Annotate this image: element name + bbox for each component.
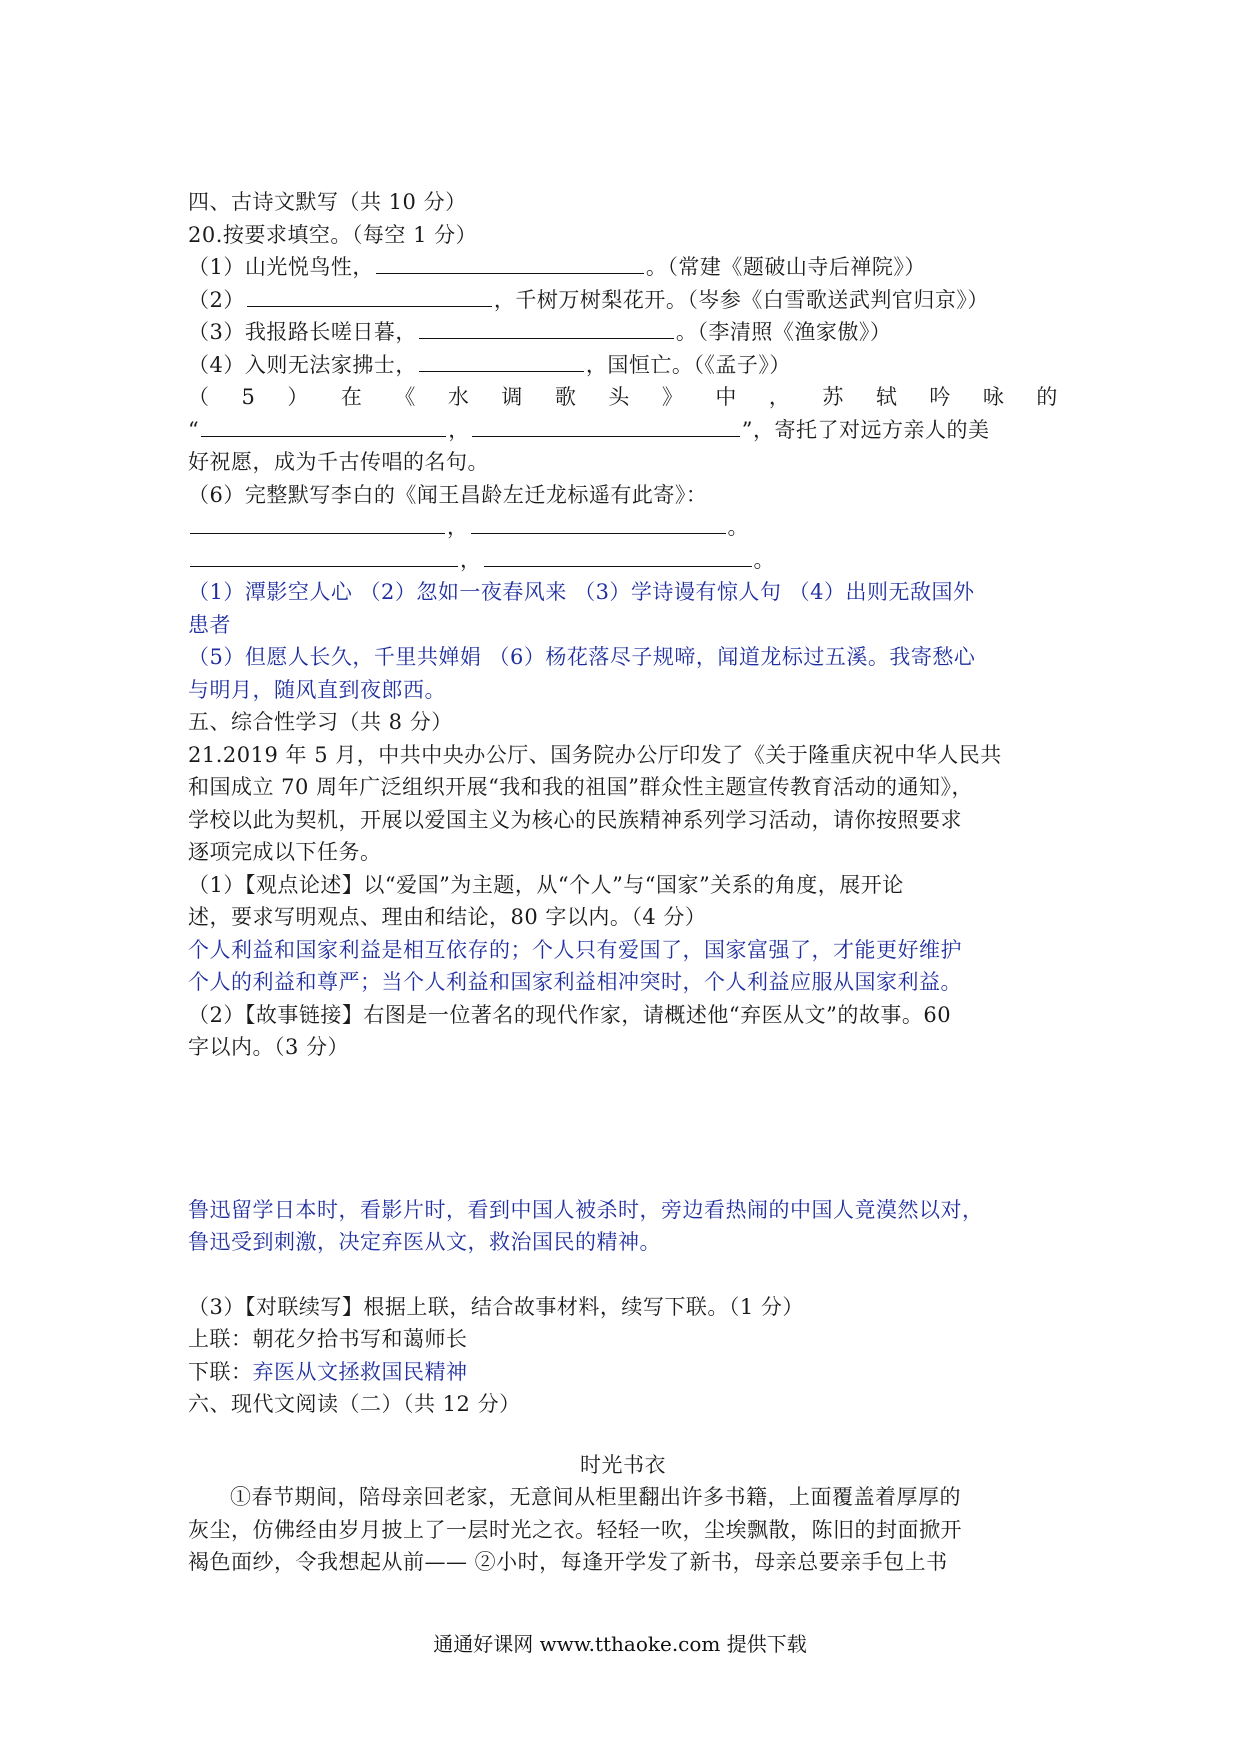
q21-part1-answer: 个人利益和国家利益是相互依存的；个人只有爱国了，国家富强了，才能更好维护 — [188, 937, 962, 962]
answer-blank[interactable] — [247, 284, 492, 307]
answer-blank[interactable] — [201, 414, 446, 437]
q20-item-5-line2: “ ， ”，寄托了对远方亲人的美 — [188, 414, 1058, 447]
q20-item-1: （1）山光悦鸟性， 。（常建《题破山寺后禅院》） — [188, 251, 1058, 284]
q20-item-5-line1: （ 5 ） 在 《 水 调 歌 头 》 中 ， 苏 轼 吟 咏 的 — [188, 385, 1058, 409]
question-20-heading: 20.按要求填空。（每空 1 分） — [188, 222, 478, 247]
spacer — [188, 1421, 1058, 1449]
answer-blank[interactable] — [419, 316, 674, 339]
section5-title: 五、综合性学习（共 8 分） — [188, 710, 453, 734]
q20-item-3: （3）我报路长嗟日暮， 。（李清照《渔家傲》） — [188, 316, 1058, 349]
q20-answer-line: （5）但愿人长久，千里共婵娟 （6）杨花落尽子规啼，闻道龙标过五溪。我寄愁心 — [188, 645, 976, 669]
couplet-lower-answer: 弃医从文拯救国民精神 — [252, 1359, 468, 1384]
essay-title: 时光书衣 — [580, 1452, 666, 1477]
section4-title: 四、古诗文默写（共 10 分） — [188, 190, 467, 214]
answer-blank[interactable] — [472, 414, 740, 437]
essay-paragraph: ①春节期间，陪母亲回老家，无意间从柜里翻出许多书籍，上面覆盖着厚厚的 — [230, 1485, 961, 1509]
q21-text: 学校以此为契机，开展以爱国主义为核心的民族精神系列学习活动，请你按照要求 — [188, 807, 962, 832]
page-footer: 通通好课网 www.tthaoke.com 提供下载 — [433, 1632, 807, 1656]
answer-blank[interactable] — [190, 544, 458, 567]
q20-item-6-blanks-2: ， 。 — [188, 544, 1058, 577]
q21-part1: 述，要求写明观点、理由和结论，80 字以内。（4 分） — [188, 905, 707, 929]
q21-part1: （1）【观点论述】以“爱国”为主题，从“个人”与“国家”关系的角度，展开论 — [188, 872, 904, 897]
q21-text: 21.2019 年 5 月，中共中央办公厅、国务院办公厅印发了《关于隆重庆祝中华人民共 — [188, 742, 1002, 767]
answer-blank[interactable] — [190, 511, 445, 534]
answer-blank[interactable] — [376, 251, 644, 274]
answer-blank[interactable] — [484, 544, 752, 567]
couplet-lower: 下联：弃医从文拯救国民精神 — [188, 1359, 468, 1384]
q20-item-6: （6）完整默写李白的《闻王昌龄左迁龙标遥有此寄》： — [188, 482, 708, 507]
q20-answer-line: 与明月，随风直到夜郎西。 — [188, 677, 446, 702]
q20-item-4: （4）入则无法家拂士， ，国恒亡。（《孟子》） — [188, 349, 1058, 382]
essay-paragraph: 褐色面纱，令我想起从前—— ②小时，每逢开学发了新书，母亲总要亲手包上书 — [188, 1550, 948, 1574]
answer-space — [188, 1064, 1058, 1194]
q20-answer-line: 患者 — [188, 612, 231, 637]
section6-title: 六、现代文阅读（二）（共 12 分） — [188, 1392, 521, 1416]
q20-item-5-line3: 好祝愿，成为千古传唱的名句。 — [188, 450, 489, 474]
document-body — [188, 186, 1058, 1579]
q21-part2-answer: 鲁迅留学日本时，看影片时，看到中国人被杀时，旁边看热闹的中国人竟漠然以对， — [188, 1197, 984, 1222]
q21-text: 逐项完成以下任务。 — [188, 840, 382, 864]
q20-answer-line: （1）潭影空人心 （2）忽如一夜春风来 （3）学诗谩有惊人句 （4）出则无敌国外 — [188, 580, 975, 604]
q21-part1-answer: 个人的利益和尊严；当个人利益和国家利益相冲突时，个人利益应服从国家利益。 — [188, 970, 962, 994]
q21-part3: （3）【对联续写】根据上联，结合故事材料，续写下联。（1 分） — [188, 1294, 804, 1319]
q20-item-2: （2） ，千树万树梨花开。（岑参《白雪歌送武判官归京》） — [188, 284, 1058, 317]
q21-text: 和国成立 70 周年广泛组织开展“我和我的祖国”群众性主题宣传教育活动的通知》， — [188, 775, 974, 799]
q21-part2: （2）【故事链接】右图是一位著名的现代作家，请概述他“弃医从文”的故事。60 — [188, 1002, 952, 1027]
q21-part2: 字以内。（3 分） — [188, 1035, 350, 1059]
answer-blank[interactable] — [419, 349, 584, 372]
couplet-upper: 上联：朝花夕拾书写和蔼师长 — [188, 1327, 468, 1351]
q21-part2-answer: 鲁迅受到刺激，决定弃医从文，救治国民的精神。 — [188, 1230, 661, 1254]
answer-blank[interactable] — [471, 511, 726, 534]
spacer — [188, 1259, 1058, 1291]
q20-item-6-blanks-1: ， 。 — [188, 511, 1058, 544]
essay-paragraph: 灰尘，仿佛经由岁月披上了一层时光之衣。轻轻一吹，尘埃飘散，陈旧的封面掀开 — [188, 1517, 962, 1542]
